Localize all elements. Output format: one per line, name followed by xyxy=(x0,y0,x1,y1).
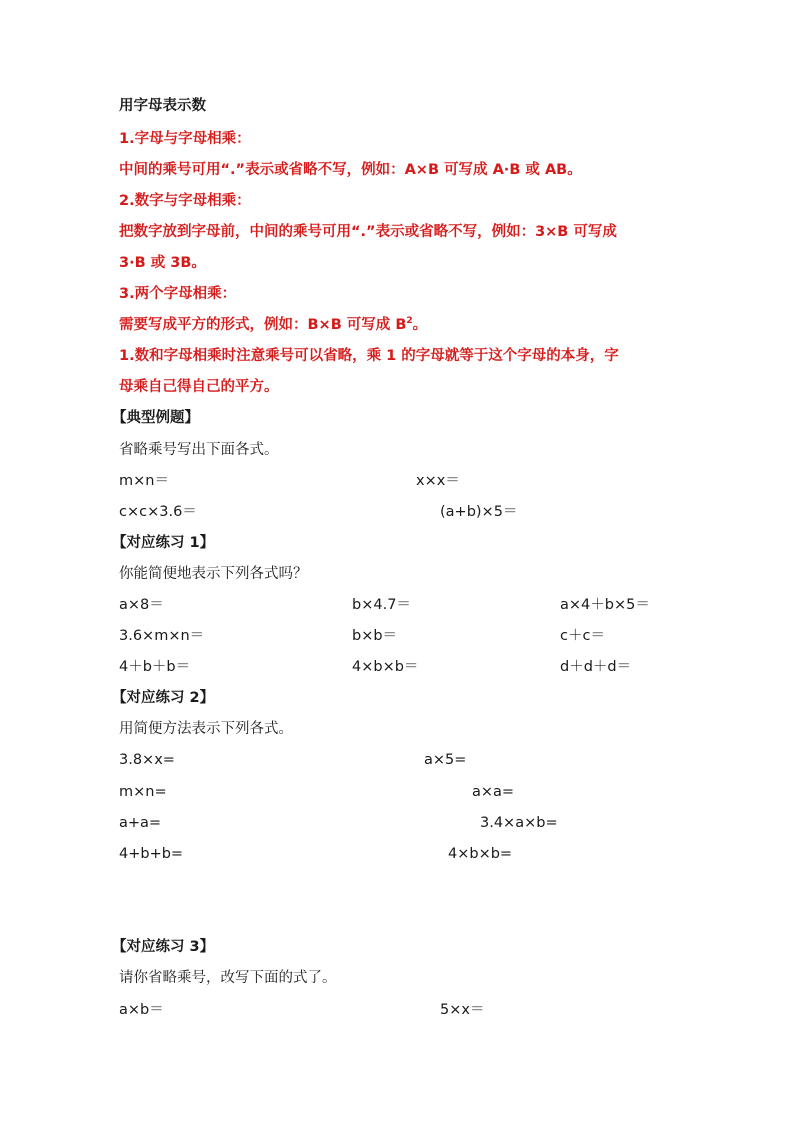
practice-2-item-7: 4+b+b= xyxy=(119,846,184,862)
practice-1-item-4: 3.6×m×n＝ xyxy=(119,628,205,644)
practice-3-instruction: 请你省略乘号，改写下面的式了。 xyxy=(119,970,337,986)
example-item-1: m×n＝ xyxy=(119,473,169,489)
practice-2-instruction: 用简便方法表示下列各式。 xyxy=(119,721,293,737)
page-title: 用字母表示数 xyxy=(119,98,206,114)
practice-2-item-5: a+a= xyxy=(119,815,162,831)
practice-2-item-6: 3.4×a×b= xyxy=(480,815,558,831)
practice-1-item-5: b×b＝ xyxy=(352,628,398,644)
practice-2-item-3: m×n= xyxy=(119,784,167,800)
practice-1-item-6: c＋c＝ xyxy=(560,628,605,644)
note-line-2: 母乘自己得自己的平方。 xyxy=(119,379,279,395)
practice-2-item-8: 4×b×b= xyxy=(448,846,513,862)
practice-1-item-3: a×4＋b×5＝ xyxy=(560,597,650,613)
practice-3-item-2: 5×x＝ xyxy=(440,1002,485,1018)
practice-1-heading: 【对应练习 1】 xyxy=(112,535,215,551)
practice-1-item-9: d＋d＋d＝ xyxy=(560,659,632,675)
practice-1-item-7: 4＋b＋b＝ xyxy=(119,659,191,675)
practice-1-instruction: 你能简便地表示下列各式吗？ xyxy=(119,566,308,582)
practice-1-item-2: b×4.7＝ xyxy=(352,597,411,613)
rule-3-body-prefix: 需要写成平方的形式，例如：B×B 可写成 B xyxy=(119,317,407,333)
example-heading: 【典型例题】 xyxy=(112,410,199,426)
rule-2-body-line-1: 把数字放到字母前，中间的乘号可用“.”表示或省略不写，例如：3×B 可写成 xyxy=(119,224,617,240)
rule-2-heading: 2.数字与字母相乘： xyxy=(119,193,251,209)
note-line-1: 1.数和字母相乘时注意乘号可以省略，乘 1 的字母就等于这个字母的本身，字 xyxy=(119,348,619,364)
rule-2-body-line-2: 3·B 或 3B。 xyxy=(119,255,206,271)
practice-2-item-1: 3.8×x= xyxy=(119,752,175,768)
practice-1-item-8: 4×b×b＝ xyxy=(352,659,419,675)
practice-2-heading: 【对应练习 2】 xyxy=(112,690,215,706)
practice-2-item-4: a×a= xyxy=(472,784,515,800)
rule-1-body: 中间的乘号可用“.”表示或省略不写，例如：A×B 可写成 A·B 或 AB。 xyxy=(119,162,582,178)
example-instruction: 省略乘号写出下面各式。 xyxy=(119,442,279,458)
rule-3-body xyxy=(119,315,427,335)
practice-2-item-2: a×5= xyxy=(424,752,467,768)
example-item-3: c×c×3.6＝ xyxy=(119,504,197,520)
example-item-2: x×x＝ xyxy=(416,473,460,489)
rule-3-body-superscript: 2 xyxy=(406,316,413,327)
practice-3-heading: 【对应练习 3】 xyxy=(112,939,215,955)
practice-1-item-1: a×8＝ xyxy=(119,597,164,613)
rule-3-heading: 3.两个字母相乘： xyxy=(119,286,237,302)
rule-3-body-suffix: 。 xyxy=(412,317,428,333)
practice-3-item-1: a×b＝ xyxy=(119,1002,164,1018)
rule-1-heading: 1.字母与字母相乘： xyxy=(119,131,251,147)
example-item-4: (a+b)×5＝ xyxy=(440,504,518,520)
